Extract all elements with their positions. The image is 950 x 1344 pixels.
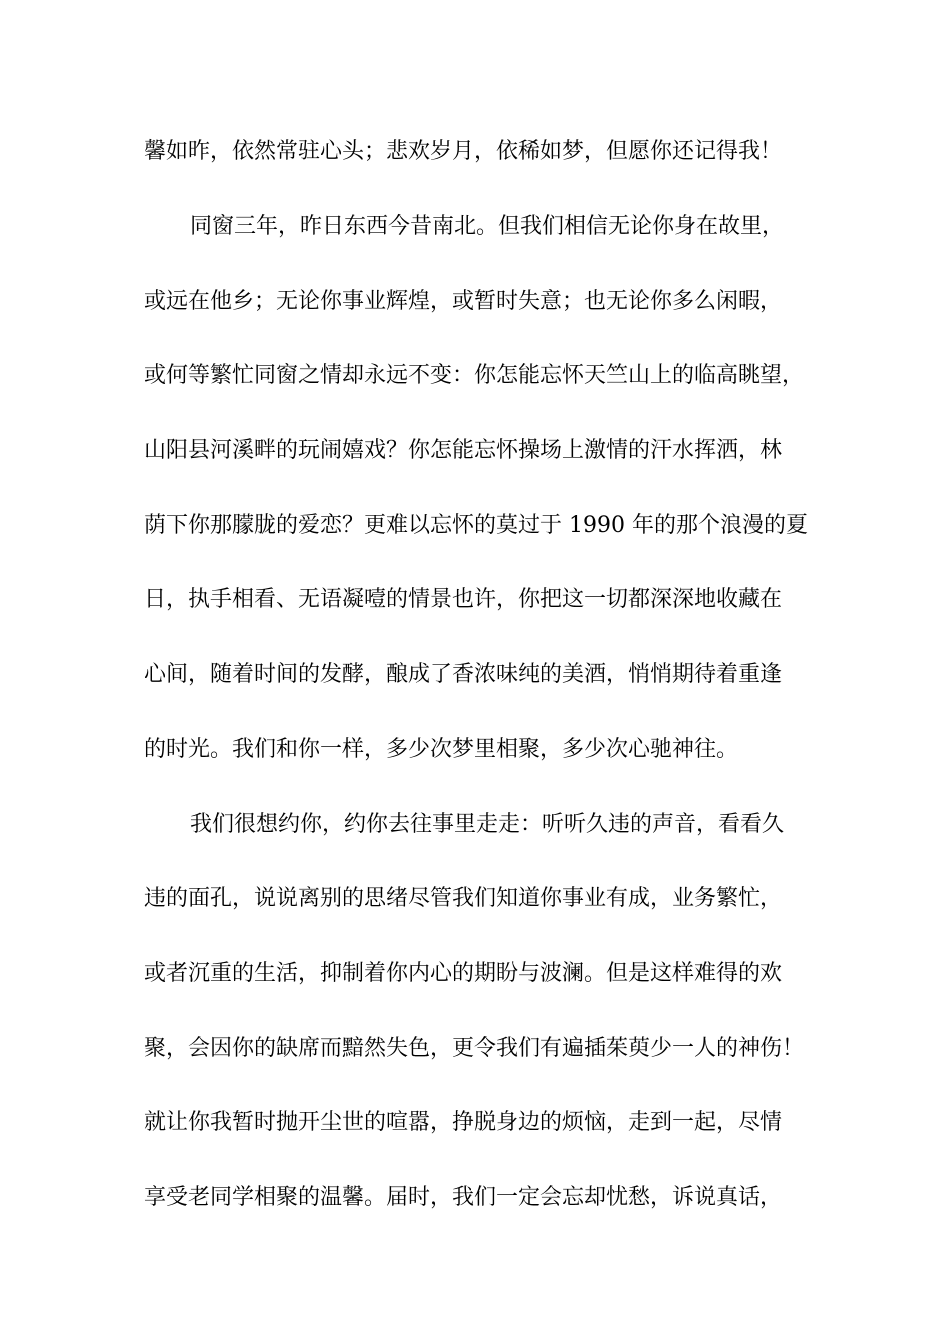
text-line: 或者沉重的生活，抑制着你内心的期盼与波澜。但是这样难得的欢 [144, 961, 783, 986]
text-line: 享受老同学相聚的温馨。届时，我们一定会忘却忧愁，诉说真话， [144, 1185, 783, 1210]
paragraph-start-line: 我们很想约你，约你去往事里走走：听听久违的声音，看看久 [190, 812, 785, 837]
text-line: 日，执手相看、无语凝噎的情景也许，你把这一切都深深地收藏在 [144, 587, 783, 612]
text-line: 违的面孔，说说离别的思绪尽管我们知道你事业有成，业务繁忙， [144, 886, 783, 911]
text-line: 或何等繁忙同窗之情却永远不变：你怎能忘怀天竺山上的临高眺望， [144, 363, 805, 388]
text-line: 山阳县河溪畔的玩闹嬉戏？你怎能忘怀操场上激情的汗水挥洒，林 [144, 438, 783, 463]
text-line: 荫下你那朦胧的爱恋？更难以忘怀的莫过于 1990 年的那个浪漫的夏 [144, 513, 808, 538]
text-line: 心间，随着时间的发酵，酿成了香浓味纯的美酒，悄悄期待着重逢 [144, 662, 783, 687]
paragraph-start-line: 同窗三年，昨日东西今昔南北。但我们相信无论你身在故里， [190, 214, 785, 239]
text-line: 馨如昨，依然常驻心头；悲欢岁月，依稀如梦，但愿你还记得我！ [144, 139, 783, 164]
text-line: 聚，会因你的缺席而黯然失色，更令我们有遍插茱萸少一人的神伤！ [144, 1036, 805, 1061]
text-line: 就让你我暂时抛开尘世的喧嚣，挣脱身边的烦恼，走到一起，尽情 [144, 1110, 783, 1135]
text-line: 或远在他乡；无论你事业辉煌，或暂时失意；也无论你多么闲暇， [144, 289, 783, 314]
text-line: 的时光。我们和你一样，多少次梦里相聚，多少次心驰神往。 [144, 737, 739, 762]
